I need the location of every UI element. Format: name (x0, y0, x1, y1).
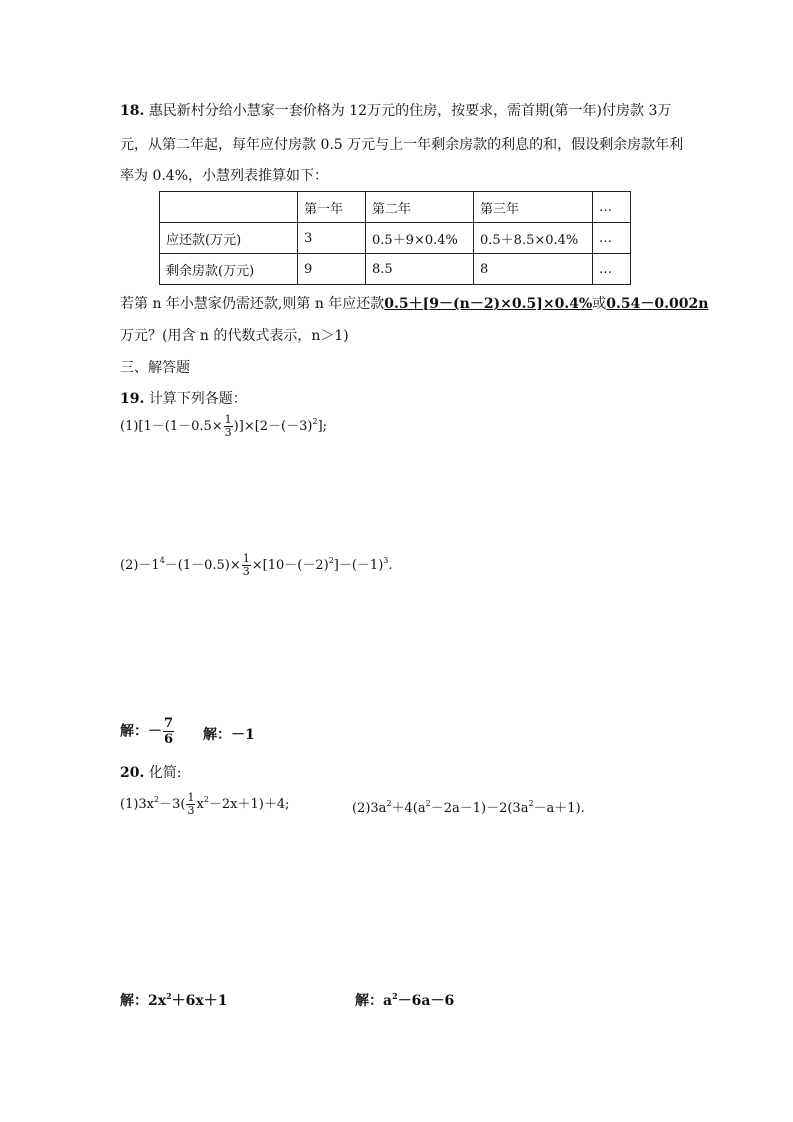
q18-text-line3: 率为 0.4%，小慧列表推算如下： (120, 168, 329, 184)
q20-part2 (352, 797, 585, 816)
frac-numerator: 1 (187, 791, 195, 804)
q18-text-line2: 元，从第二年起，每年应付房款 0.5 万元与上一年剩余房款的利息的和，假设剩余房款年利 (120, 137, 684, 153)
exponent: 2 (203, 795, 209, 804)
table-row (160, 254, 631, 285)
expr-text: (2)－1 (120, 558, 160, 573)
exponent: 2 (392, 991, 398, 1001)
table-cell: 第三年 (474, 192, 593, 223)
q19-part2 (120, 553, 393, 578)
table-cell: 0.5＋9×0.4% (366, 223, 474, 254)
q19-title (120, 388, 247, 408)
expr-text: －2a－1)－2(3a (430, 801, 529, 816)
section-heading: 三、解答题 (120, 360, 190, 376)
exponent: 3 (383, 556, 389, 565)
table-cell (160, 192, 298, 223)
fraction (186, 792, 195, 817)
q18-question-suffix: 万元？(用含 n 的代数式表示，n＞1) (120, 328, 349, 344)
expr-text: ]－(－1) (333, 558, 384, 573)
q20-part1 (120, 792, 290, 817)
fraction (163, 716, 174, 747)
table-cell: 3 (298, 223, 366, 254)
expr-text: －3( (159, 797, 186, 812)
q19-solution-1 (120, 716, 175, 747)
q20-title-text: 化简: (148, 765, 182, 781)
solution-text: ＋6x＋1 (171, 993, 228, 1009)
q19-part1 (120, 414, 327, 439)
expr-text: －a＋1). (533, 801, 585, 816)
q18-question-line (120, 293, 708, 313)
table-cell: 8.5 (366, 254, 474, 285)
frac-denominator: 3 (242, 565, 250, 578)
expr-text: (1)[1－(1－0.5× (120, 419, 223, 434)
frac-numerator: 1 (242, 552, 250, 565)
table-cell: 剩余房款(万元) (160, 254, 298, 285)
frac-numerator: 1 (224, 413, 232, 426)
table-row (160, 192, 631, 223)
fraction (224, 414, 233, 439)
q18-text-line1: 惠民新村分给小慧家一套价格为 12万元的住房，按要求，需首期(第一年)付房款 3万 (148, 103, 672, 119)
q18-question-prefix: 若第 n 年小慧家仍需还款,则第 n 年应还款 (120, 296, 385, 312)
expr-text: ]; (317, 419, 328, 434)
table-cell: 9 (298, 254, 366, 285)
table-cell: 应还款(万元) (160, 223, 298, 254)
exponent: 2 (425, 799, 431, 808)
exponent: 2 (328, 556, 334, 565)
q19-title-text: 计算下列各题： (148, 391, 247, 407)
expr-text: (1)3x (120, 797, 155, 812)
solution-text: －6a－6 (397, 993, 455, 1009)
exponent: 2 (166, 991, 172, 1001)
expr-text: )]×[2－(－3) (233, 419, 313, 434)
exponent: 2 (528, 799, 534, 808)
table-cell: 0.5＋8.5×0.4% (474, 223, 593, 254)
exponent: 2 (386, 799, 392, 808)
q20-solution-1 (120, 990, 228, 1010)
table-cell: 第一年 (298, 192, 366, 223)
solution-text: 解：a (355, 993, 393, 1009)
expr-text: ＋4(a (391, 801, 426, 816)
expr-text: (2)3a (352, 801, 387, 816)
q20-number: 20. (120, 765, 145, 781)
q18-line1 (120, 100, 671, 120)
exponent: 2 (312, 417, 318, 426)
repayment-table (159, 191, 631, 285)
fraction (242, 553, 251, 578)
table-row (160, 223, 631, 254)
q19-solution-2: 解：－1 (203, 727, 255, 743)
exponent: 4 (159, 556, 165, 565)
expr-text: x (196, 797, 204, 812)
frac-numerator: 7 (164, 716, 174, 731)
table-cell: 第二年 (366, 192, 474, 223)
table-cell: … (593, 223, 631, 254)
q18-answer-expression-1: 0.5＋[9－(n－2)×0.5]×0.4% (384, 296, 593, 312)
frac-denominator: 3 (187, 804, 195, 817)
expr-text: －2x＋1)＋4; (208, 797, 290, 812)
exponent: 2 (154, 795, 160, 804)
q20-solution-2 (355, 990, 454, 1010)
q18-answer-or: 或 (592, 296, 607, 312)
frac-denominator: 3 (224, 426, 232, 439)
table-cell: 8 (474, 254, 593, 285)
q18-number: 18. (120, 103, 145, 119)
table-cell: … (593, 254, 631, 285)
solution-text: 解：2x (120, 993, 167, 1009)
expr-text: ×[10－(－2) (251, 558, 329, 573)
solution-label: 解：－ (120, 723, 162, 740)
q20-title (120, 762, 182, 782)
expr-text: . (388, 558, 393, 573)
q18-answer-expression-2: 0.54－0.002n (606, 296, 709, 312)
frac-denominator: 6 (164, 732, 174, 747)
expr-text: －(1－0.5)× (164, 558, 241, 573)
table-cell: … (593, 192, 631, 223)
q19-number: 19. (120, 391, 145, 407)
